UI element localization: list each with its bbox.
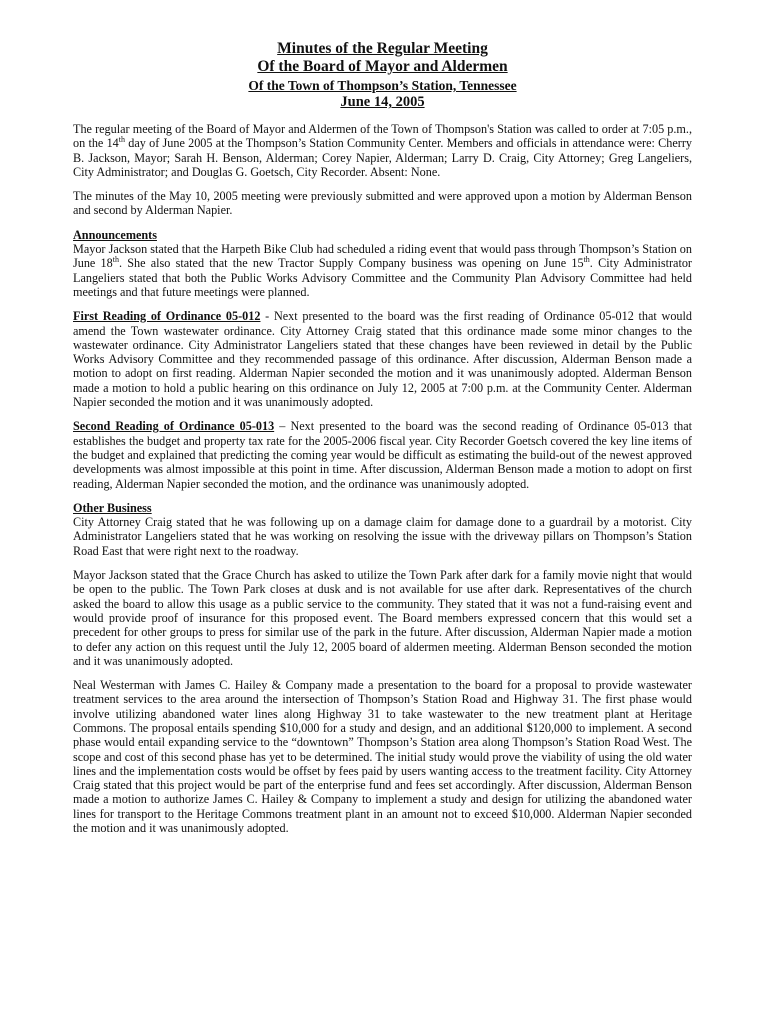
announcements-section	[73, 228, 692, 299]
first-reading-heading: First Reading of Ordinance 05-012	[73, 309, 261, 324]
second-reading-text: – Next presented to the board was the second reading of Ordinance 05-013 that establishes the budget and property tax rate for the 2005-2006 fiscal year. City Recorder Goetsch covered the key line items of the budget and explained that predicting the coming year would be difficult as estimating the build-out of the newest approved developments was almost impossible at this point in time. After discussion, Alderman Benson made a motion to adopt on first reading, Alderman Napier seconded the motion, and the ordinance was unanimously adopted.	[73, 419, 693, 491]
second-reading-heading: Second Reading of Ordinance 05-013	[73, 419, 275, 434]
meeting-date: June 14, 2005	[340, 94, 425, 110]
other-business-section	[73, 501, 692, 558]
second-reading-section	[73, 419, 692, 490]
other-business-heading: Other Business	[73, 500, 152, 515]
minutes-approval-paragraph: The minutes of the May 10, 2005 meeting were previously submitted and were approved upon a motion by Alderman Benson and second by Alderman Napier.	[73, 189, 692, 218]
title-line-1: Minutes of the Regular Meeting	[277, 40, 488, 57]
other-business-paragraph-2: Mayor Jackson stated that the Grace Church has asked to utilize the Town Park after dark for a family movie night that would be open to the public. The Town Park closes at dusk and is not available for use after dark. Representatives of the church asked the board to allow this usage as a public service to the community. They stated that it was not a fund-raising event and would provide proof of insurance for this proposed event. The Board members expressed concern that this would set a precedent for other groups to press for similar use of the park in the future. After discussion, Alderman Napier made a motion to defer any action on this request until the July 12, 2005 board of aldermen meeting. Alderman Benson seconded the motion and it was unanimously adopted.	[73, 568, 692, 668]
other-business-paragraph-3: Neal Westerman with James C. Hailey & Company made a presentation to the board for a proposal to provide wastewater treatment services to the area around the intersection of Thompson’s Station Road and Highway 31. The first phase would involve utilizing abandoned water lines along Highway 31 to take wastewater to the new treatment plant at Heritage Commons. The proposal entails spending $10,000 for a study and design, and an additional $120,000 to implement. A second phase would entail expanding service to the “downtown” Thompson’s Station area along Thompson’s Station Road West. The scope and cost of this second phase has yet to be determined. The initial study would prove the viability of using the old water lines and the implementation costs would be offset by fees paid by users wanting access to the treatment facility. City Attorney Craig stated that this project would be part of the enterprise fund and fees set accordingly. After discussion, Alderman Benson made a motion to authorize James C. Hailey & Company to implement a study and design for utilizing the abandoned water lines for transport to the Heritage Commons treatment plant in an amount not to exceed $10,000. Alderman Napier seconded the motion and it was unanimously adopted.	[73, 678, 692, 836]
intro-text-a: The regular meeting of the Board of Mayor and Aldermen of the Town of Thompson's Station was called to order at 7:05 p.m., on the 14	[73, 122, 692, 151]
announcements-text-a: Mayor Jackson stated that the Harpeth Bike Club had scheduled a riding event that would pass through Thompson’s Station on June 18	[73, 242, 692, 271]
announcements-text-c: . City Administrator Langeliers stated that both the Public Works Advisory Committee and the Community Plan Advisory Committee had held meetings and that future meetings were planned.	[73, 256, 692, 299]
intro-sup: th	[118, 135, 126, 145]
other-business-paragraph-1: City Attorney Craig stated that he was following up on a damage claim for damage done to a guardrail by a motorist. City Administrator Langeliers stated that he was working on resolving the issue with the driveway pillars on Thompson’s Station Road East that were right next to the roadway.	[73, 515, 692, 558]
first-reading-section	[73, 309, 692, 409]
announcements-heading: Announcements	[73, 227, 157, 242]
title-line-2: Of the Board of Mayor and Aldermen	[257, 58, 508, 75]
first-reading-text: - Next presented to the board was the first reading of Ordinance 05-012 that would amend the Town wastewater ordinance. City Attorney Craig stated that this ordinance made some minor changes to the wastewater ordinance. City Administrator Langeliers stated that these changes have been reviewed in detail by the Public Works Advisory Committee and they recommended passage of this ordinance. After discussion, Alderman Benson made a motion to adopt on first reading. Alderman Napier seconded the motion and it was unanimously adopted. Alderman Benson made a motion to hold a public hearing on this ordinance on July 12, 2005 at 7:00 p.m. at the Community Center. Alderman Napier seconded the motion and it was unanimously adopted.	[73, 309, 693, 410]
intro-text-b: day of June 2005 at the Thompson’s Station Community Center. Members and officials in attendance were: Cherry B. Jackson, Mayor; Sarah H. Benson, Alderman; Corey Napier, Alderman; Larry D. Craig, City Attorney; Greg Langeliers, City Administrator; and Douglas G. Goetsch, City Recorder. Absent: None.	[73, 136, 692, 179]
title-block	[73, 40, 692, 111]
intro-paragraph	[73, 122, 692, 179]
announcements-text-b: . She also stated that the new Tractor Supply Company business was opening on June 15	[118, 256, 584, 271]
announcements-sup-1: th	[112, 255, 119, 265]
announcements-sup-2: th	[583, 255, 590, 265]
title-line-3: Of the Town of Thompson’s Station, Tennessee	[248, 78, 517, 93]
